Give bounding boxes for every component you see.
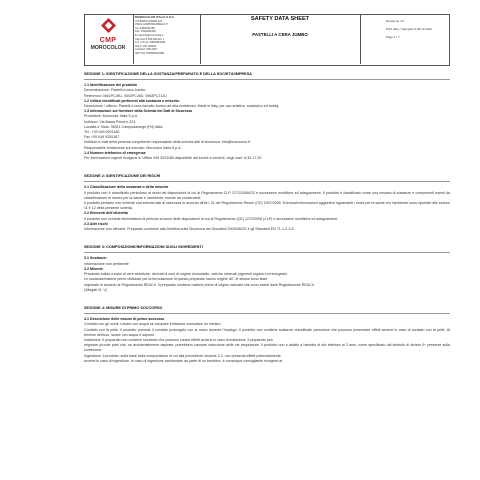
section-text: Informazione non pertinente [84,261,129,266]
section-text: registrate in accordo al Regolamento REACh. Il preparato contiene materie prime di origine naturale che sono esenti dalla Registrazione REACh [84,282,314,287]
section-heading: SEZIONE 2: IDENTIFICAZIONE DEI RISCHI [84,174,161,179]
document-body [84,72,450,377]
section-divider [84,181,450,182]
section-text: Descrizione / utilizzo: Pastelli a cera formato Jumbo,ad alta resistenza. Made in Italy, per uso artistico, scolastico ed hobby [84,104,279,109]
section-heading: SEZIONE 4: MISURE DI PRIMO SOCCORSO [84,305,163,310]
section-text: Il prodotto non richiede etichettatura di pericolo ai sensi delle disposizioni di cui al Regolamento (CE) 1272/2008 (CLP) e successive modifiche ed adeguamenti. [84,216,339,221]
section-text: Il prodotto non è classificato pericoloso ai sensi del disposizioni di cui al Regolamento CLP 1272/2008/CE e successive modifiche ed adeguamenti. Il prodotto è classificato come una miscela di sostanze e componenti esenti da classificazione di rischio per la salute e l'ambiente, esente da conservanti. [84,190,450,200]
section-text: Per informazioni urgenti rivolgersi a: Ufficio 049 9201180 disponibile dal lunedì a venerdì, negli orari: 8,30-17,30 [84,156,262,161]
section-text: Informazione non rilevanti. Preparato conforme alla Direttiva sulla Sicurezza dei Giocattoli 2009/48/CE e gli Standard EN 71-1-2-3-8. [84,227,295,232]
document-section [84,306,450,364]
cmp-logo-icon [101,18,116,33]
document-section [84,174,450,232]
document-section [84,245,450,293]
section-text: Tel.: +39 049 9201180 [84,130,120,135]
company-address-line: 35011 CAMPODARSEGO P [135,23,168,27]
document-section [84,72,450,161]
section-text: Località e Stato: 35011 Campodarsego (Pd) Italia [84,124,163,129]
company-address-line: VAT/TVA IT00852910280 [135,51,164,55]
section-text: Ingestione: Il prodotto, sulla base della composizione di cui alla precedente sezione 3.2, non presenta effetti potenzialmente [84,353,281,358]
section-text: Le sostanze/materie prime utilizzate per la formulazione di questo preparato hanno origine UE, le stesse sono state [84,277,268,282]
subsection-heading: 4.1 Descrizione delle misure di primo soccorso [84,317,165,322]
company-address-line: Cap.Soc.€ 500.000,00 i.v. [135,37,165,41]
logo-mark-text: CMP [99,37,117,44]
company-logo [84,14,132,64]
section-text: Contatto con la pelle: Il prodotto prevede il contatto prolungato con la mano durante l'impiego. Il prodotto non contiene sostanze classificate pericolose che possono presentare effetti avversi in caso di contatto con la pelle. Al termine dell'uso, lavare con acqua e sapone. [84,327,450,337]
section-text: Indirizzo: Via Barsa Prima n.224 [84,119,136,124]
section-heading: SEZIONE 1: IDENTIFICAZIONE DELLA SOSTANZA/PREPARATO E DELLA SOCIETÀ/IMPRESA [84,72,252,76]
product-name: PASTELLI A CERA JUMBO [252,32,308,37]
section-text: Indirizzo e-mail della persona competente responsabile della scheda dati di sicurezza: info@morocolor.it [84,140,250,145]
company-address-line: E-mail:info@morocolor.it [135,33,164,37]
company-info [135,16,199,56]
section-divider [84,252,450,253]
section-text: (Allegati VI, V) [84,287,107,292]
company-address-line: VIA BARSA PRIMA 224 [135,19,163,23]
section-text: originare piccole parti che, se accidentalmente aspirate, potrebbero causare ostruzione delle vie respiratorie. Il prodotto non è adatto a bambini di età inferiore ai 3 anni, come specificato dal simbolo di divieto 0+ presente sulla confezione. [84,343,450,353]
company-address-line: Tel. 049/9201180 [135,26,155,30]
company-address-line: R.E.A. PD 184204 [135,44,157,48]
section-heading: SEZIONE 3: COMPOSIZIONE/INFORMAZIONI SUGLI INGREDIENTI [84,245,203,250]
section-text: Fax +39 049 9200187 [84,135,120,140]
document-title: SAFETY DATA SHEET [250,16,310,22]
company-address-line: Cod.Eori: PD11367 [135,48,158,52]
company-address-line: Fax. 049/9200187 [135,30,156,34]
subsection-heading: 3.1 Sostanze: [84,256,107,261]
section-divider [84,313,450,314]
subsection-heading: 1.1 Identificazione del prodotto [84,83,137,88]
company-address-line: C.F. e P.Iva: 00852910280 [135,41,166,45]
logo-brand-name: MOROCOLOR [90,45,126,51]
revision-number: Revisione n.0 [386,19,405,23]
subsection-heading: 2.1 Classificazione della sostanza o della miscela [84,185,169,190]
section-text: Denominazione: Pastelli a cera Jumbo [84,88,146,93]
section-text: Preparato solido a base di cere sintetiche, derivati di cere di origine rinnovabile, cariche minerali, pigmenti organici ed inorganici. [84,272,288,277]
company-name: MOROCOLOR ITALIA S.P.A. [135,15,175,19]
header-divider [360,14,361,64]
header-divider [133,14,134,64]
subsection-heading: 1.2 Utilizzi identificati pertinenti alla sostanza o miscela: [84,98,180,103]
section-text: Contatto con gli occhi: Lavare con acqua se compare irritazione consultare un medico. [84,322,222,327]
print-date: Print date / stampato 2.06.12.2021 [386,27,433,31]
subsection-heading: 1.4 Numero telefonico di emergenza [84,150,146,155]
section-text: Produttore: Morocolor Italia S.p.A. [84,114,139,119]
section-text: avversi in caso di ingestione. In caso di ingestione accidentale da parte di un bambino, è comunque consigliabile rivolgersi al [84,358,283,363]
section-text: Il prodotto pertanto non richiede una scheda dati di sicurezza in accordo all'Art. 31 del Regolamento Reach (CE) 1907/2006. Eventuali informazioni aggiuntive riguardanti i rischi per la salute e/o l'ambiente sono riportate alle sezioni 11 e 12 della presente scheda. [84,201,450,211]
subsection-heading: 2.3 Altri rischi [84,221,108,226]
section-text: Inalazione: Il preparato non contiene sostanze che possono creare effetti avversi in caso di inalazione. Il preparato può [84,337,273,342]
subsection-heading: 2.2 Elementi dell'etichetta [84,211,128,216]
section-divider [84,79,450,80]
section-text: Responsabile immissione sul mercato: Morocolor Italia S.p.A. [84,145,182,150]
subsection-heading: 1.3 Informazioni sul fornitore della Scheda dei Dati di Sicurezza [84,109,193,114]
company-address-block [135,20,199,56]
subsection-heading: 3.2 Miscele [84,266,103,271]
section-text: Referenza: 0461PCJ6U, 0602PCJ6U, 0963PCJ12U [84,93,167,98]
document-meta [386,17,446,41]
page-number: Page 1 / 7 [386,35,400,39]
